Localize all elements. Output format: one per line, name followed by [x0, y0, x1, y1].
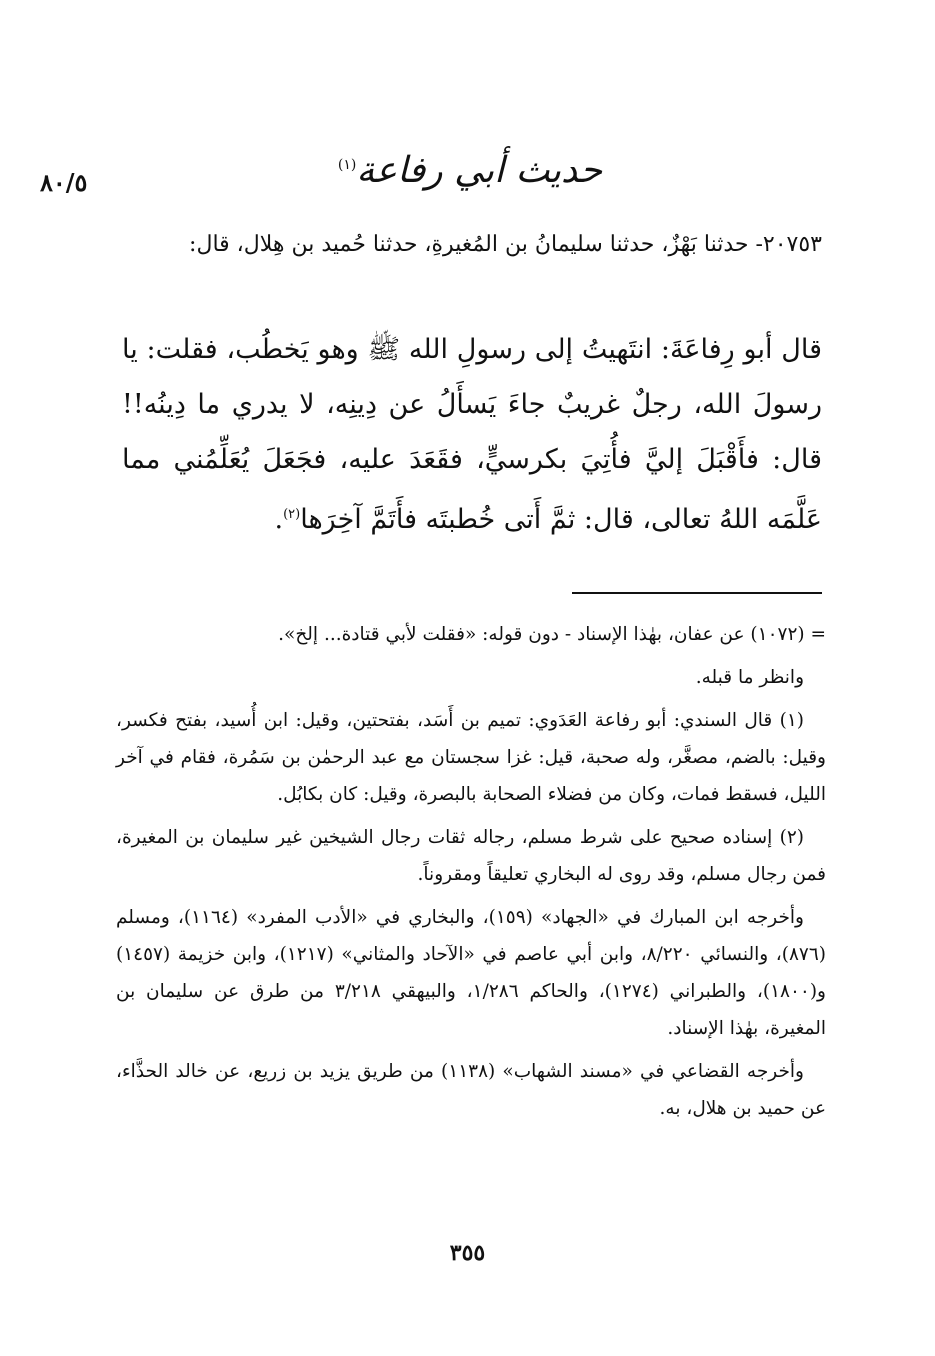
footnote-2: (٢) إسناده صحيح على شرط مسلم، رجاله ثقات رجال الشيخين غير سليمان بن المغيرة، فمن رجال مسلم، وقد روى له البخاري تعليقاً ومقروناً. [116, 827, 826, 885]
footnote-2-takhrij: وأخرجه ابن المبارك في «الجهاد» (١٥٩)، والبخاري في «الأدب المفرد» (١١٦٤)، ومسلم (٨٧٦)، والنسائي ٨/٢٢٠، وابن أبي عاصم في «الآحاد والمثاني» (١٢١٧)، وابن خزيمة (١٤٥٧) و(١٨٠٠)، والطبراني (١٢٧٤)، والحاكم ١/٢٨٦، والبيهقي ٣/٢١٨ من طرق عن سليمان بن المغيرة، بهٰذا الإسناد. [116, 907, 826, 1039]
footnote-divider [572, 592, 822, 594]
chapter-title-footnote-marker: (١) [337, 157, 357, 173]
hadith-footnote-marker: (٢) [283, 507, 301, 522]
footnote-continuation: = (١٠٧٢) عن عفان، بهٰذا الإسناد - دون قوله: «فقلت لأبي قتادة... إلخ». [278, 624, 826, 645]
hadith-isnad: ٢٠٧٥٣- حدثنا بَهْزٌ، حدثنا سليمانُ بن المُغيرةِ، حدثنا حُميد بن هِلال، قال: [189, 232, 822, 257]
hadith-end-period: . [274, 504, 284, 535]
footnote-2-takhrij-quda: وأخرجه القضاعي في «مسند الشهاب» (١١٣٨) من طريق يزيد بن زريع، عن خالد الحذَّاء، عن حميد بن هلال، به. [116, 1061, 826, 1119]
hadith-text: قال أبو رِفاعَةَ: انتَهيتُ إلى رسولِ الله ﷺ وهو يَخطُب، فقلت: يا رسولَ الله، رجلٌ غريبٌ جاءَ يَسأَلُ عن دِينِه، لا يدري ما دِينُه!! قال: فأَقْبَلَ إليَّ فأُتِيَ بكرسيٍّ، فقَعَدَ عليه، فجَعَلَ يُعَلِّمُني مما عَلَّمَه اللهُ تعالى، قال: ثمَّ أَتى خُطبتَه فأَتَمَّ آخِرَها [122, 334, 822, 535]
volume-reference: ٨٠/٥ [40, 168, 88, 197]
footnote-see-before: وانظر ما قبله. [695, 667, 804, 688]
page-number: ٣٥٥ [449, 1240, 486, 1266]
footnotes-section [116, 616, 826, 1133]
chapter-title-text: حديث أبي رفاعة [356, 150, 603, 191]
hadith-matn [122, 322, 822, 547]
chapter-title [300, 150, 640, 191]
footnote-1: (١) قال السندي: أبو رفاعة العَدَوي: تميم بن أَسَد، بفتحتين، وقيل: ابن أُسيد، بفتح فكسر، وقيل: بالضم، مصغَّر، وله صحبة، قيل: غزا سجستان مع عبد الرحمٰن بن سَمُرة، فقام في آخر الليل، فسقط فمات، وكان من فضلاء الصحابة بالبصرة، وقيل: كان بكابُل. [116, 710, 826, 805]
